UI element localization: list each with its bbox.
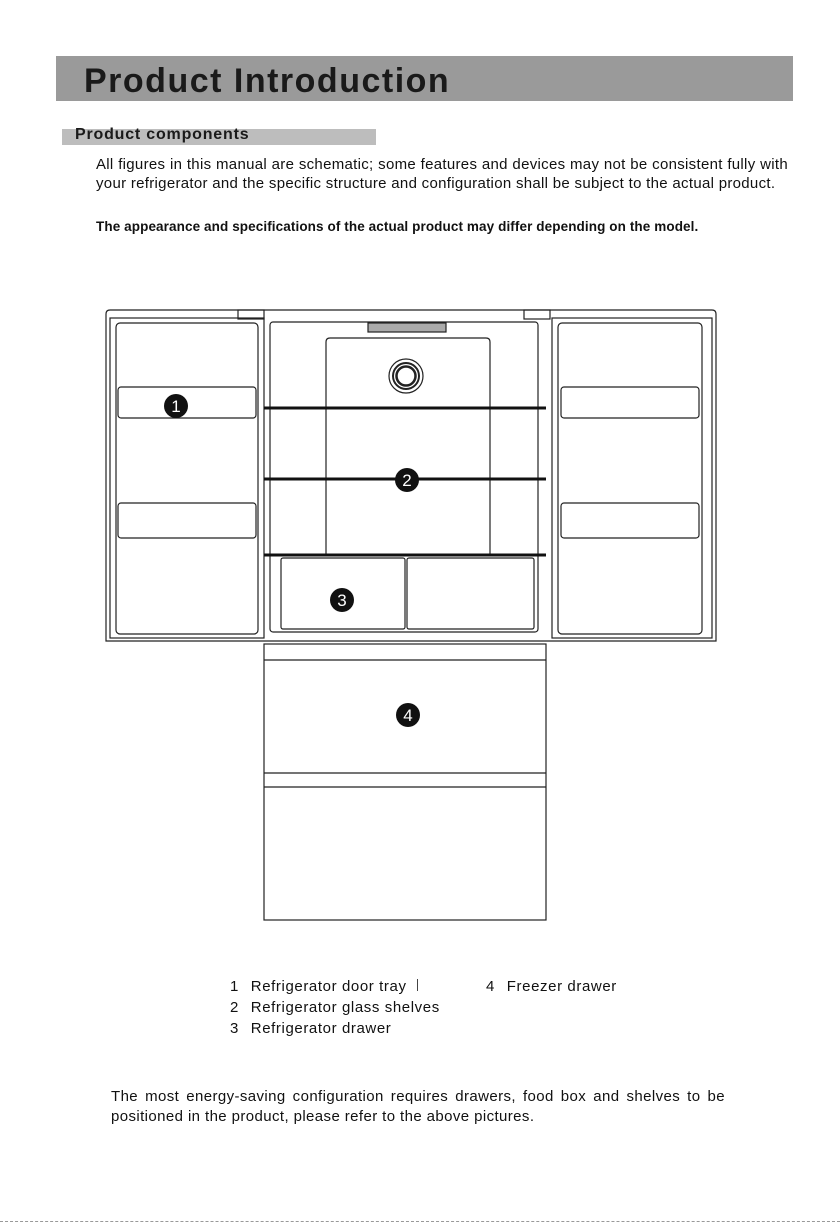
page-title: Product Introduction: [84, 62, 451, 100]
legend-item-2: [230, 997, 440, 1018]
intro-note: The appearance and specifications of the actual product may differ depending on the model.: [96, 219, 699, 234]
intro-paragraph: All figures in this manual are schematic; some features and devices may not be consistent fully with your refrigerator and the specific structure and configuration shall be subject to the actual product.: [96, 156, 788, 192]
footer-note: The most energy-saving configuration requires drawers, food box and shelves to be positioned in the product, please refer to the above pictures.: [111, 1088, 725, 1125]
top-light: [368, 323, 446, 332]
legend-number: 1: [230, 978, 239, 995]
freezer-body: [264, 644, 546, 920]
svg-text:2: 2: [402, 471, 412, 490]
callout-1: [164, 394, 188, 418]
legend-number: 4: [486, 978, 495, 995]
cursor-mark: [417, 979, 418, 991]
legend-item-3: [230, 1018, 391, 1039]
svg-text:1: 1: [171, 397, 181, 416]
legend-item-1: [230, 976, 418, 997]
page-divider: [0, 1221, 840, 1222]
right-door-liner: [558, 323, 702, 634]
inner-panel: [326, 338, 490, 555]
right-hinge: [524, 310, 550, 319]
door-tray-right-bottom: [561, 503, 699, 538]
legend-number: 3: [230, 1020, 239, 1037]
left-door-outer: [110, 318, 264, 638]
legend-label: Refrigerator glass shelves: [250, 999, 440, 1016]
legend-label: Freezer drawer: [506, 978, 617, 995]
left-door-liner: [116, 323, 258, 634]
svg-text:4: 4: [403, 706, 413, 725]
legend-label: Refrigerator drawer: [250, 1020, 392, 1037]
legend-label: Refrigerator door tray: [250, 978, 407, 995]
door-tray-right-top: [561, 387, 699, 418]
right-door-outer: [552, 318, 712, 638]
fridge-drawer-right: [407, 558, 534, 629]
section-title: Product components: [75, 126, 250, 143]
svg-text:3: 3: [337, 591, 347, 610]
legend-item-4: [486, 976, 617, 997]
callout-4: [396, 703, 420, 727]
callout-3: [330, 588, 354, 612]
callout-2: [395, 468, 419, 492]
legend-number: 2: [230, 999, 239, 1016]
fan-icon: [389, 359, 423, 393]
door-tray-left-bottom: [118, 503, 256, 538]
